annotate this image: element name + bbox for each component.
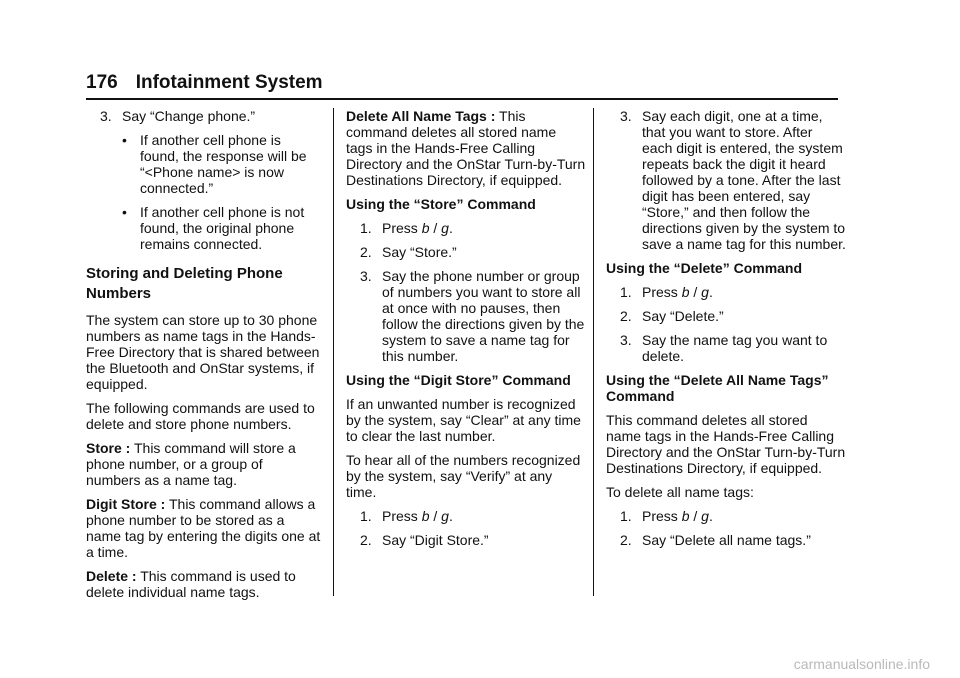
column-1 (86, 108, 321, 608)
step: 3. Say the phone number or group of numbers you want to store all at once with no pauses, then follow the directions given by the system to save a name tag for this number. (360, 268, 585, 364)
voice-icon: b (681, 508, 690, 524)
phone-icon: g (441, 220, 449, 236)
paragraph: To delete all name tags: (606, 484, 754, 500)
bullet-item: • If another cell phone is found, the response will be “<Phone name> is now connected.” (122, 132, 307, 196)
subheading: Using the “Store” Command (346, 196, 536, 212)
paragraph: The system can store up to 30 phone numbers as name tags in the Hands-Free Directory that is shared between the Bluetooth and OnStar systems, if equipped. (86, 312, 320, 392)
step: 2. Say “Delete all name tags.” (620, 532, 811, 548)
voice-icon: b (421, 220, 430, 236)
definition: Digit Store : This command allows a phone number to be stored as a name tag by entering the digits one at a time. (86, 496, 321, 560)
step: 1. Press b / g. (620, 508, 713, 524)
paragraph: If an unwanted number is recognized by the system, say “Clear” at any time to clear the last number. (346, 396, 581, 444)
subheading: Using the “Delete All Name Tags” Command (606, 372, 829, 404)
phone-icon: g (441, 508, 449, 524)
column-2 (346, 108, 586, 556)
step: 2. Say “Delete.” (620, 308, 724, 324)
step: 1. Press b / g. (360, 220, 453, 236)
step: 2. Say “Digit Store.” (360, 532, 489, 548)
phone-icon: g (701, 284, 709, 300)
definition: Delete : This command is used to delete individual name tags. (86, 568, 296, 600)
step: 3. Say “Change phone.” (100, 108, 256, 124)
column-3 (606, 108, 846, 556)
section-heading: Storing and Deleting Phone Numbers (86, 265, 283, 302)
column-divider (333, 108, 334, 596)
page-header (86, 72, 323, 94)
definition: Delete All Name Tags : This command deletes all stored name tags in the Hands-Free Calling Directory and the OnStar Turn-by-Turn Destinations Directory, if equipped. (346, 108, 586, 188)
step: 1. Press b / g. (360, 508, 453, 524)
phone-icon: g (701, 508, 709, 524)
subheading: Using the “Delete” Command (606, 260, 803, 276)
paragraph: The following commands are used to delete and store phone numbers. (86, 400, 315, 432)
step: 2. Say “Store.” (360, 244, 457, 260)
page-title: Infotainment System (135, 72, 323, 93)
paragraph: This command deletes all stored name tags in the Hands-Free Calling Directory and the OnStar Turn-by-Turn Destinations Directory, if equipped. (606, 412, 846, 476)
watermark: carmanualsonline.info (793, 656, 930, 672)
definition: Store : This command will store a phone number, or a group of numbers as a name tag. (86, 440, 296, 488)
step: 3. Say each digit, one at a time, that you want to store. After each digit is entered, the system repeats back the digit it heard followed by a tone. After the last digit has been entered, say “Store,” and then follow the directions given by the system to save a name tag for this number. (620, 108, 846, 252)
paragraph: To hear all of the numbers recognized by the system, say “Verify” at any time. (346, 452, 581, 500)
header-rule (86, 98, 838, 100)
step: 3. Say the name tag you want to delete. (620, 332, 828, 364)
bullet-item: • If another cell phone is not found, the original phone remains connected. (122, 204, 305, 252)
subheading: Using the “Digit Store” Command (346, 372, 571, 388)
step: 1. Press b / g. (620, 284, 713, 300)
column-divider (593, 108, 594, 596)
voice-icon: b (681, 284, 690, 300)
page-number: 176 (86, 72, 118, 93)
voice-icon: b (421, 508, 430, 524)
